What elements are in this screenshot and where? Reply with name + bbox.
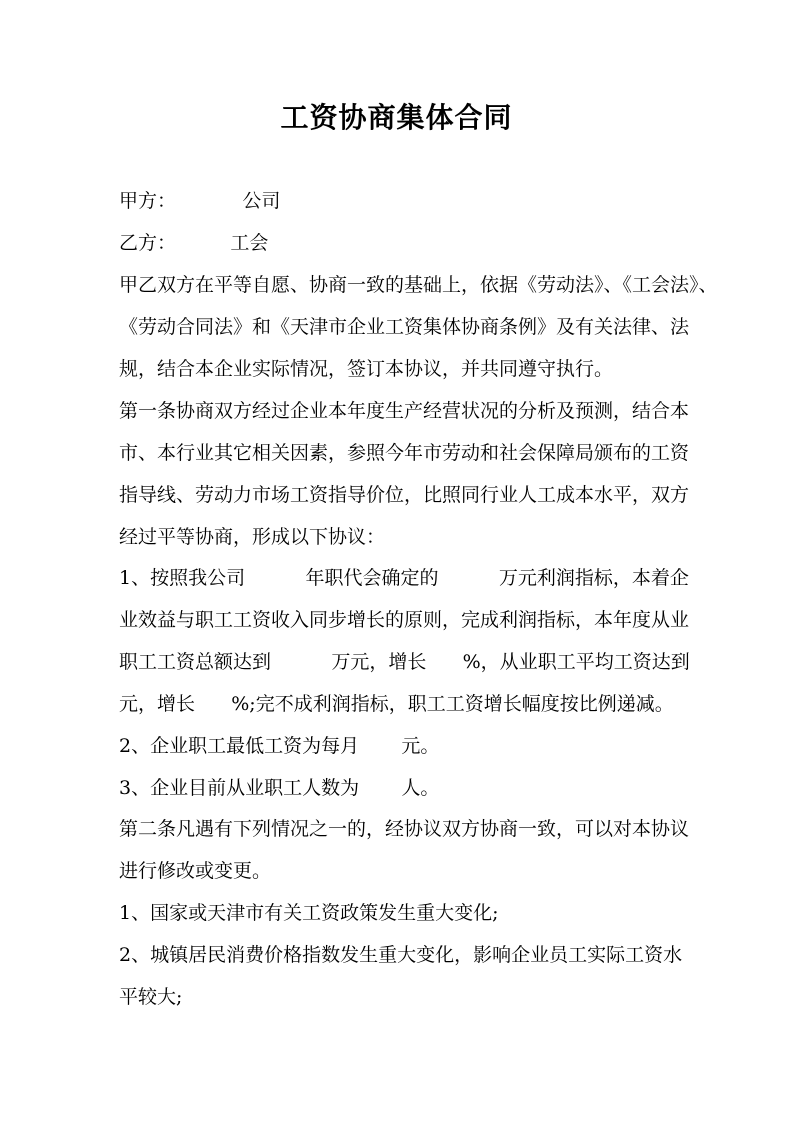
condition-2-line: 平较大; [119, 986, 183, 1008]
paragraph-line: 《劳动合同法》和《天津市企业工资集体协商条例》及有关法律、法 [119, 316, 690, 338]
article-1-line: 指导线、劳动力市场工资指导价位，比照同行业人工成本水平，双方 [119, 484, 690, 506]
clause-1-line: 元，增长 %;完不成利润指标，职工工资增长幅度按比例递减。 [119, 693, 674, 715]
paragraph-line: 规，结合本企业实际情况，签订本协议，并共同遵守执行。 [119, 358, 614, 380]
article-2-line: 第二条凡遇有下列情况之一的，经协议双方协商一致，可以对本协议 [119, 818, 690, 840]
party-b-line: 乙方： 工会 [119, 232, 269, 254]
article-1-line: 市、本行业其它相关因素，参照今年市劳动和社会保障局颁布的工资 [119, 442, 690, 464]
article-1-line: 第一条协商双方经过企业本年度生产经营状况的分析及预测，结合本 [119, 400, 690, 422]
clause-3-line: 3、企业目前从业职工人数为 人。 [119, 777, 440, 799]
clause-1-line: 职工工资总额达到 万元，增长 %，从业职工平均工资达到 [119, 651, 690, 673]
clause-1-line: 1、按照我公司 年职代会确定的 万元利润指标，本着企 [119, 567, 689, 589]
condition-2-line: 2、城镇居民消费价格指数发生重大变化，影响企业员工实际工资水 [119, 944, 683, 966]
article-1-line: 经过平等协商，形成以下协议： [119, 526, 386, 548]
article-2-line: 进行修改或变更。 [119, 860, 272, 882]
paragraph-line: 甲乙双方在平等自愿、协商一致的基础上，依据《劳动法》、《工会法》、 [119, 274, 718, 296]
document-title: 工资协商集体合同 [280, 101, 513, 134]
party-a-line: 甲方： 公司 [119, 190, 281, 212]
clause-1-line: 业效益与职工工资收入同步增长的原则，完成利润指标，本年度从业 [119, 609, 690, 631]
condition-1-line: 1、国家或天津市有关工资政策发生重大变化; [119, 902, 499, 924]
clause-2-line: 2、企业职工最低工资为每月 元。 [119, 735, 440, 757]
